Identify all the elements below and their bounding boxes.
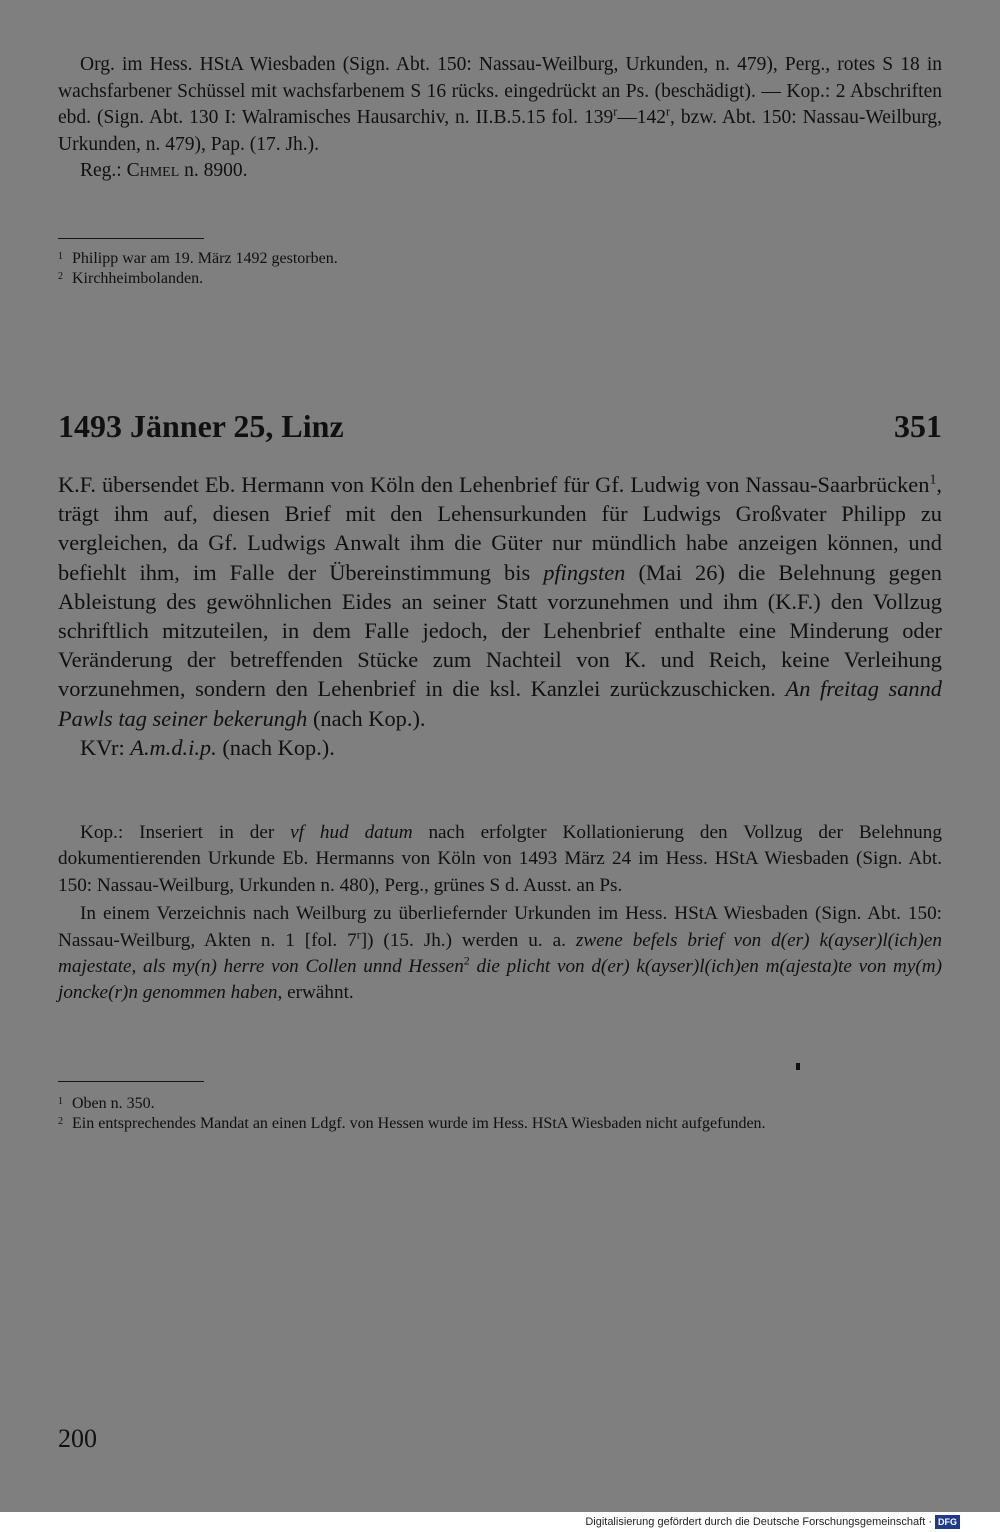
scan-speck: [796, 1063, 800, 1070]
regest-paragraph: K.F. übersendet Eb. Hermann von Köln den Lehenbrief für Gf. Ludwig von Nassau-Saarbrücken$^1$, trägt ihm auf, diesen Brief mit den Lehensurkunden für Ludwigs Großvater Philipp zu vergleichen, da Gf. Ludwigs Anwalt ihm die Güter nur mündlich habe anzeigen können, und befiehlt ihm, im Falle der Übereinstimmung bis pfingsten (Mai 26) die Belehnung gegen Ableistung des gewöhnlichen Eides an seiner Statt vorzunehmen und ihm (K.F.) den Vollzug schriftlich mitzuteilen, in dem Falle jedoch, der Lehenbrief enthalte eine Minderung oder Veränderung der betreffenden Stücke zum Nachteil von K. und Reich, keine Verleihung vorzunehmen, sondern den Lehenbrief in die ksl. Kanzlei zurückzuschicken. An freitag sannd Pawls tag seiner bekerungh (nach Kop.).: [58, 472, 943, 731]
footnote-item: $^1$ Philipp war am 19. März 1492 gestorben.: [58, 250, 338, 267]
footnote-divider-top: [58, 238, 204, 239]
top-source-note: [58, 52, 942, 185]
footnotes-top: [58, 249, 942, 289]
footer-text: Digitalisierung gefördert durch die Deutsche Forschungsgemeinschaft ·: [585, 1516, 932, 1528]
org-paragraph: Org. im Hess. HStA Wiesbaden (Sign. Abt. 150: Nassau-Weilburg, Urkunden, n. 479), Perg., rotes S 18 in wachsfarbener Schüssel mit wachsfarbenem S 16 rücks. eingedrückt an Ps. (beschädigt). — Kop.: 2 Abschriften ebd. (Sign. Abt. 130 I: Walramisches Hausarchiv, n. II.B.5.15 fol. 139$^r$—142$^r$, bzw. Abt. 150: Nassau-Weilburg, Urkunden, n. 479), Pap. (17. Jh.).: [58, 54, 943, 155]
footnotes-bottom: [58, 1094, 942, 1134]
footnote-divider-bottom: [58, 1081, 204, 1082]
verzeichnis-paragraph: In einem Verzeichnis nach Weilburg zu überliefernder Urkunden im Hess. HStA Wiesbaden (Sign. Abt. 150: Nassau-Weilburg, Akten n. 1 [fol. 7$^r$]) (15. Jh.) werden u. a. zwene befels brief von d(er) k(ayser)l(ich)en majestate, als my(n) herre von Collen unnd Hessen$^2$ die plicht von d(er) k(ayser)l(ich)en m(ajesta)te von my(m) joncke(r)n genommen haben, erwähnt.: [58, 903, 942, 1004]
entry-number: 351: [894, 408, 942, 444]
entry-heading: [58, 404, 942, 448]
entry-date-place: 1493 Jänner 25, Linz: [58, 408, 344, 444]
page-number: 200: [58, 1424, 97, 1453]
reg-line: Reg.: Chmel n. 8900.: [80, 160, 248, 181]
kop-section: [58, 820, 942, 1007]
dfg-logo-icon: DFG: [935, 1515, 960, 1529]
kvr-line: KVr: A.m.d.i.p. (nach Kop.).: [80, 734, 335, 760]
kop-paragraph: Kop.: Inseriert in der vf hud datum nach erfolgter Kollationierung den Vollzug der Belehnung dokumentierenden Urkunde Eb. Hermanns von Köln von 1493 März 24 im Hess. HStA Wiesbaden (Sign. Abt. 150: Nassau-Weilburg, Urkunden n. 480), Perg., grünes S d. Ausst. an Ps.: [58, 822, 942, 896]
footnote-item: $^1$ Oben n. 350.: [58, 1095, 155, 1112]
footnote-item: $^2$ Ein entsprechendes Mandat an einen Ldgf. von Hessen wurde im Hess. HStA Wiesbaden nicht aufgefunden.: [58, 1115, 766, 1132]
regest-text: [58, 470, 942, 762]
footnote-item: $^2$ Kirchheimbolanden.: [58, 270, 204, 287]
dfg-footer: [585, 1515, 960, 1529]
